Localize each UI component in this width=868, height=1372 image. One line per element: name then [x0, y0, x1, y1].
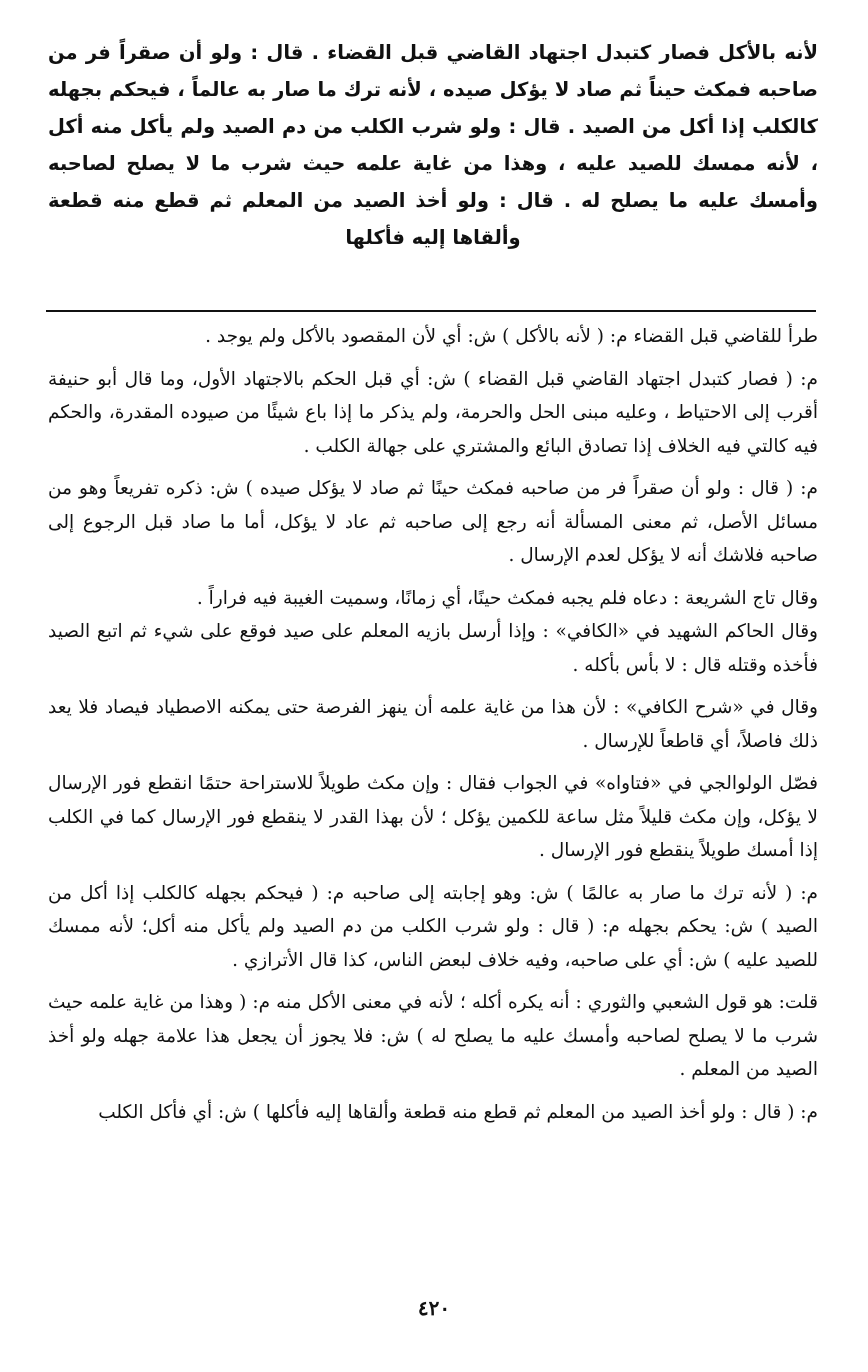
commentary-paragraph: م: ( قال : ولو أخذ الصيد من المعلم ثم قطع منه قطعة وألقاها إليه فأكلها ) ش: أي فأكل الكلب [98, 1101, 818, 1123]
commentary-paragraph: وقال في «شرح الكافي» : لأن هذا من غاية علمه أن ينهز الفرصة حتى يمكنه الاصطياد فيصاد فلا يعد ذلك فاصلاً، أي قاطعاً للإرسال . [48, 697, 818, 752]
separator-rule [46, 310, 816, 312]
commentary-paragraph: م: ( قال : ولو أن صقراً فر من صاحبه فمكث حينًا ثم صاد لا يؤكل صيده ) ش: ذكره تفريعاً وهو من مسائل الأصل، ثم معنى المسألة أنه رجع إلى صاحبه ثم عاد لا يؤكل، أما ما صاد قبل الرجوع إلى صاحبه فلاشك أنه لا يؤكل لعدم الإرسال . [48, 478, 818, 566]
commentary-paragraph: م: ( لأنه ترك ما صار به عالمًا ) ش: وهو إجابته إلى صاحبه م: ( فيحكم بجهله كالكلب إذا أكل من الصيد ) ش: يحكم بجهله م: ( قال : ولو شرب الكلب من دم الصيد ولم يأكل منه أكل؛ لأنه ممسك للصيد عليه ) ش: أي على صاحبه، وفيه خلاف لبعض الناس، كذا قال الأترازي . [48, 882, 819, 971]
page-number: ٤٢٠ [417, 1296, 451, 1320]
commentary-paragraph: وقال تاج الشريعة : دعاه فلم يجبه فمكث حينًا، أي زمانًا، وسميت الغيبة فيه فراراً . [196, 587, 818, 609]
commentary-paragraph: فصّل الولوالجي في «فتاواه» في الجواب فقال : وإن مكث طويلاً للاستراحة حتمًا انقطع فور الإرسال لا يؤكل، وإن مكث قليلاً مثل ساعة للكمين يؤكل ؛ لأن بهذا القدر لا ينقطع فور الإرسال كما في الكلب إذا أمسك طويلاً ينقطع فور الإرسال . [48, 773, 818, 861]
commentary-paragraph: وقال الحاكم الشهيد في «الكافي» : وإذا أرسل بازيه المعلم على صيد فوقع على شيء ثم اتبع الصيد فأخذه وقتله قال : لا بأس بأكله . [48, 621, 818, 676]
main-text: لأنه بالأكل فصار كتبدل اجتهاد القاضي قبل القضاء . قال : ولو أن صقراً فر من صاحبه فمكث حيناً ثم صاد لا يؤكل صيده ، لأنه ترك ما صار به عالماً ، فيحكم بجهله كالكلب إذا أكل من الصيد . قال : ولو شرب الكلب من دم الصيد ولم يأكل منه أكل ، لأنه ممسك للصيد عليه ، وهذا من غاية علمه حيث شرب ما لا يصلح لصاحبه وأمسك عليه ما يصلح له . قال : ولو أخذ الصيد من المعلم ثم قطع منه قطعة وألقاها إليه فأكلها [48, 41, 818, 249]
commentary-paragraph: م: ( فصار كتبدل اجتهاد القاضي قبل القضاء ) ش: أي قبل الحكم بالاجتهاد الأول، وما قال أبو حنيفة أقرب إلى الاحتياط ، وعليه مبنى الحل والحرمة، ولم يذكر ما إذا باع شيئًا من صيوده المقدرة، والحكم فيه كالتي فيه الخلاف إذا تصادق البائع والمشتري على جهالة الكلب . [48, 368, 818, 457]
commentary-paragraph: طرأ للقاضي قبل القضاء م: ( لأنه بالأكل ) ش: أي لأن المقصود بالأكل ولم يوجد . [205, 326, 818, 347]
commentary-section [48, 320, 818, 1129]
commentary-paragraph: قلت: هو قول الشعبي والثوري : أنه يكره أكله ؛ لأنه في معنى الأكل منه م: ( وهذا من غاية علمه حيث شرب ما لا يصلح لصاحبه وأمسك عليه ما يصلح له ) ش: فلا يجوز أن يجعل هذا علامة جهله ولو أخذ الصيد من المعلم . [48, 992, 818, 1080]
